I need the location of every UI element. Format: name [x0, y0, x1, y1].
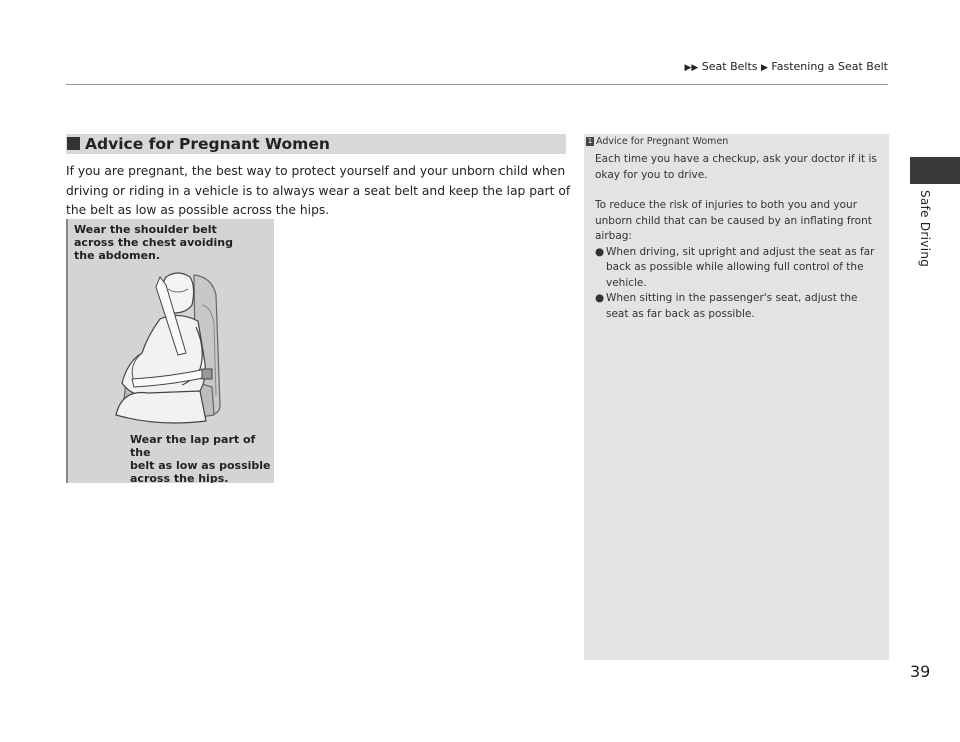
list-item-text: When sitting in the passenger's seat, adjust the seat as far back as possible.	[606, 292, 858, 320]
note-number-tag: 1	[587, 137, 593, 145]
triangle-right-icon: ▶	[761, 63, 768, 73]
note-body	[595, 152, 880, 322]
section-body: If you are pregnant, the best way to protect yourself and your unborn child when driving or riding in a vehicle is to always wear a seat belt and keep the lap part of the belt as low as possible across the hips.	[66, 164, 571, 217]
side-note	[584, 134, 889, 660]
section-title: Advice for Pregnant Women	[85, 135, 330, 153]
bullet-icon: ●	[595, 292, 605, 304]
breadcrumb-fastening: Fastening a Seat Belt	[771, 60, 888, 73]
pregnant-woman-seatbelt-illustration	[108, 265, 238, 433]
section-tab-marker	[910, 157, 960, 184]
figure-caption-bottom: Wear the lap part of the belt as low as possible across the hips.	[130, 433, 271, 483]
figure-border	[66, 219, 68, 483]
note-title-text: Advice for Pregnant Women	[596, 136, 729, 147]
note-bullet-list	[595, 245, 880, 323]
header-rule	[66, 84, 888, 85]
note-paragraph-1: Each time you have a checkup, ask your doctor if it is okay for you to drive.	[595, 153, 877, 181]
list-item-text: When driving, sit upright and adjust the seat as far back as possible while allowing full control of the vehicle.	[606, 245, 875, 289]
note-title	[586, 136, 728, 147]
list-item	[595, 245, 880, 292]
square-bullet-icon	[67, 137, 80, 150]
breadcrumb	[684, 60, 888, 73]
figure-caption-top: Wear the shoulder belt across the chest avoiding the abdomen.	[74, 223, 233, 262]
triangle-right-icon: ▶▶	[684, 63, 699, 73]
pregnant-seatbelt-figure	[66, 219, 274, 483]
bullet-icon: ●	[595, 245, 605, 258]
page-number: 39	[910, 662, 931, 681]
section-side-label: Safe Driving	[918, 190, 932, 268]
note-paragraph-2: To reduce the risk of injuries to both you and your unborn child that can be caused by an inflating front airbag:	[595, 199, 872, 242]
list-item	[595, 291, 880, 322]
section-heading	[66, 134, 566, 154]
breadcrumb-seat-belts: Seat Belts	[701, 60, 758, 73]
